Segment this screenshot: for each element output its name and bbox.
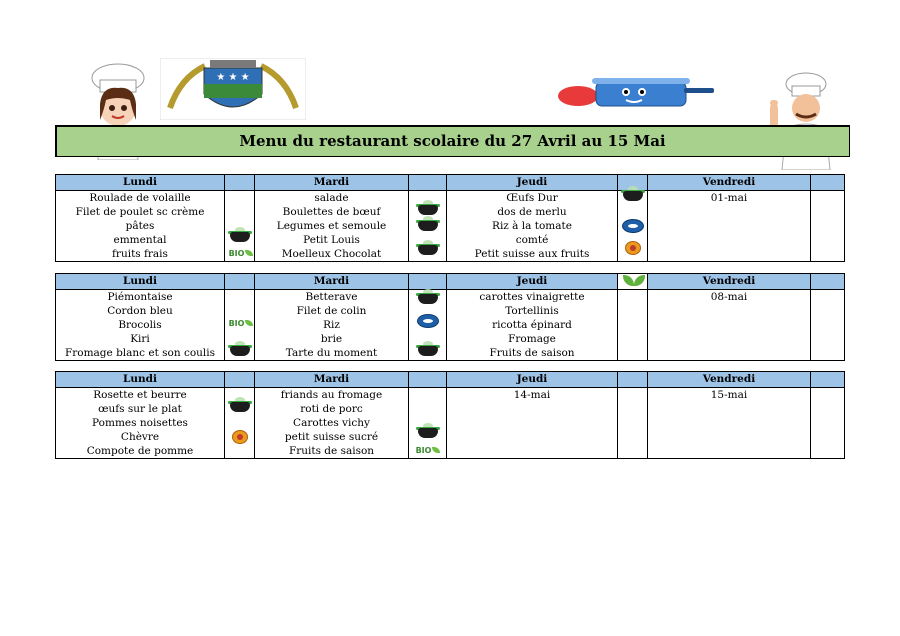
blue-label-icon [622,219,644,233]
cooking-pot-icon [415,342,441,356]
bio-icon: BIO [415,444,441,458]
header-vendredi: Vendredi [648,175,811,191]
vendredi-dishes: 08-mai [648,290,811,361]
cooking-pot-icon [227,228,253,242]
lundi-dishes: Roulade de volaille Filet de poulet sc crème pâtes emmental fruits frais [56,191,225,262]
cooking-pot-icon [620,187,646,201]
svg-text:★ ★ ★: ★ ★ ★ [216,72,250,83]
menu-week-1 [55,174,845,262]
header-lundi: Lundi [56,274,225,290]
aop-icon [232,430,248,444]
header-jeudi: Jeudi [447,274,618,290]
cooking-pot-icon [415,217,441,231]
lundi-dishes: Rosette et beurre œufs sur le plat Pommes noisettes Chèvre Compote de pomme [56,388,225,459]
mardi-dishes: Betterave Filet de colin Riz brie Tarte du moment [255,290,409,361]
header-vendredi: Vendredi [648,372,811,388]
header-lundi: Lundi [56,372,225,388]
header-vendredi: Vendredi [648,274,811,290]
cooking-pot-icon [227,398,253,412]
cooking-pot-icon [415,241,441,255]
cooking-pot-icon [415,290,441,304]
mardi-dishes: salade Boulettes de bœuf Legumes et semoule Petit Louis Moelleux Chocolat [255,191,409,262]
page-title: Menu du restaurant scolaire du 27 Avril au 15 Mai [239,132,666,150]
header-mardi: Mardi [255,372,409,388]
header-mardi: Mardi [255,175,409,191]
bio-icon: BIO [228,317,254,331]
cooking-pot-illustration [556,72,716,112]
jeudi-dishes: Œufs Dur dos de merlu Riz à la tomate comté Petit suisse aux fruits [447,191,618,262]
vendredi-dishes: 01-mai [648,191,811,262]
cooking-pot-icon [415,424,441,438]
header-jeudi: Jeudi [447,175,618,191]
table-header-row [56,372,845,388]
vendredi-dishes: 15-mai [648,388,811,459]
header-jeudi: Jeudi [447,372,618,388]
header-mardi: Mardi [255,274,409,290]
table-header-row [56,274,845,290]
blue-label-icon [417,314,439,328]
table-row [56,191,845,262]
table-header-row [56,175,845,191]
menu-week-2 [55,273,845,361]
table-row [56,290,845,361]
aop-icon [625,241,641,255]
cooking-pot-icon [415,201,441,215]
lundi-dishes: Piémontaise Cordon bleu Brocolis Kiri Fromage blanc et son coulis [56,290,225,361]
mardi-dishes: friands au fromage roti de porc Carottes vichy petit suisse sucré Fruits de saison [255,388,409,459]
jeudi-dishes: carottes vinaigrette Tortellinis ricotta épinard Fromage Fruits de saison [447,290,618,361]
table-row [56,388,845,459]
bio-icon: BIO [228,247,254,261]
jeudi-dishes: 14-mai [447,388,618,459]
cooking-pot-icon [227,342,253,356]
header-lundi: Lundi [56,175,225,191]
leaf-icon [621,274,649,288]
town-coat-of-arms [160,58,306,120]
menu-week-3 [55,371,845,459]
